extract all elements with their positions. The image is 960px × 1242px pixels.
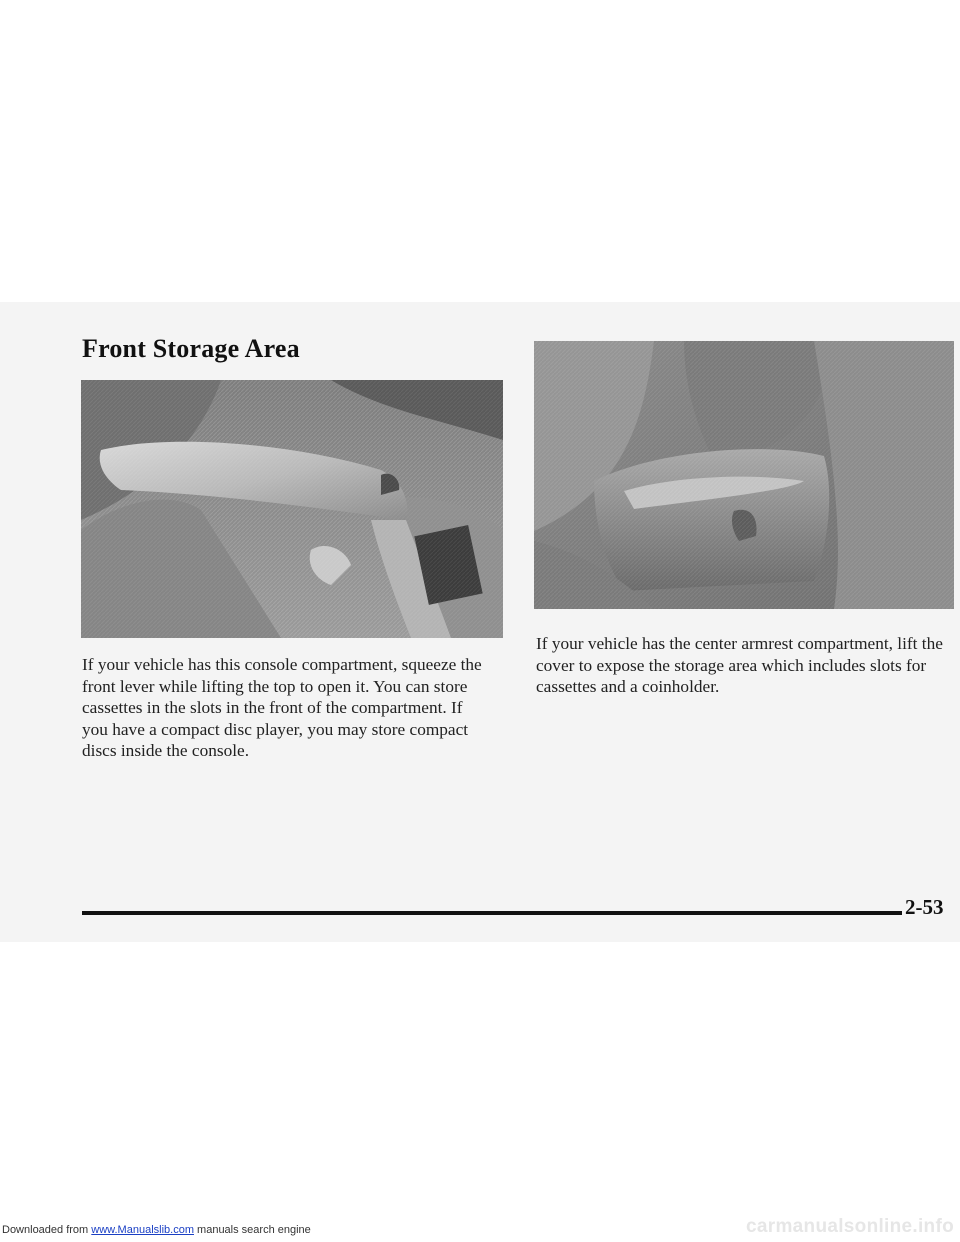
page-number: 2-53 bbox=[905, 895, 944, 919]
console-compartment-photo bbox=[81, 380, 503, 638]
download-suffix: manuals search engine bbox=[193, 1224, 311, 1236]
armrest-compartment-paragraph: If your vehicle has the center armrest compartment, lift the cover to expose the storage area which includes slots for cassettes and a coinholder. bbox=[536, 634, 943, 696]
console-compartment-paragraph: If your vehicle has this console compartment, squeeze the front lever while lifting the top to open it. You can store cassettes in the slots in the front of the compartment. If you have a compact disc player, you may store compact discs inside the console. bbox=[82, 655, 482, 760]
armrest-compartment-photo bbox=[534, 341, 954, 609]
manualslib-link[interactable]: www.Manualslib.com bbox=[91, 1224, 194, 1236]
watermark: carmanualsonline.info bbox=[746, 1216, 954, 1237]
section-heading: Front Storage Area bbox=[82, 334, 300, 363]
download-prefix: Downloaded from bbox=[2, 1224, 92, 1236]
footer-rule bbox=[82, 911, 902, 915]
download-banner bbox=[2, 1224, 311, 1236]
